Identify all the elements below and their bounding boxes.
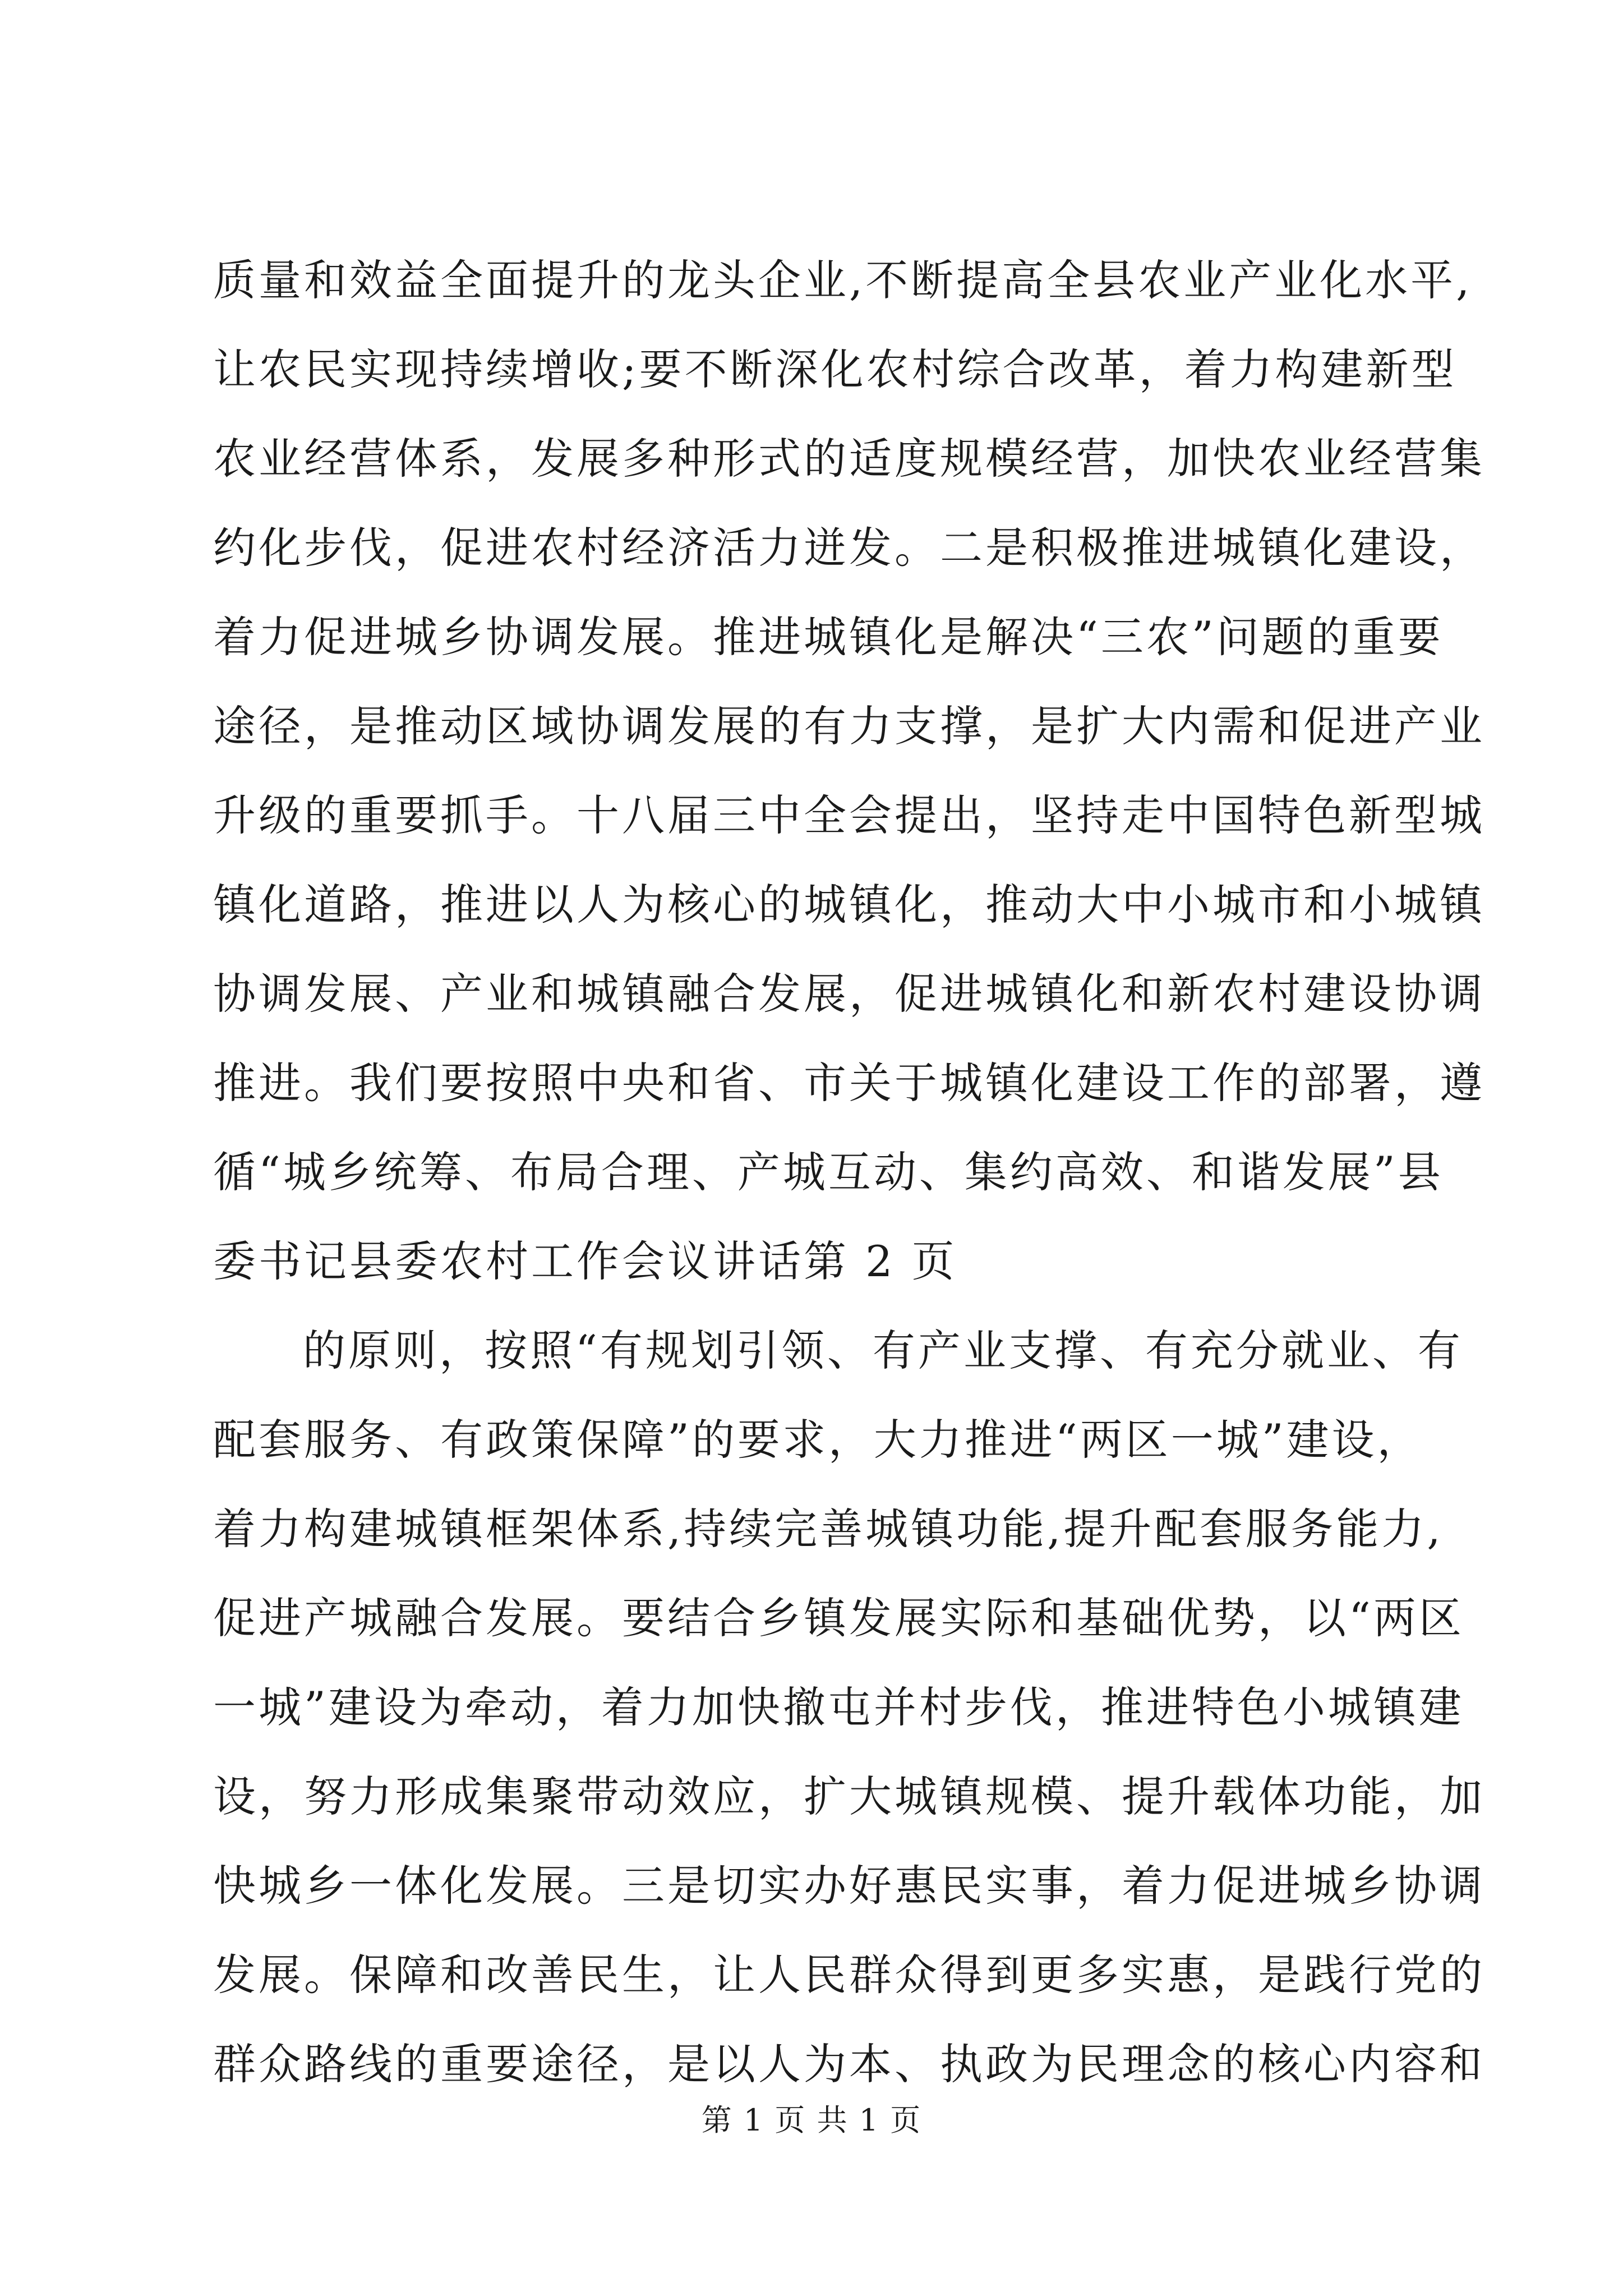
text-line: 农业经营体系，发展多种形式的适度规模经营，加快农业经营集 [213,434,1485,484]
text-line: 着力促进城乡协调发展。推进城镇化是解决“三农”问题的重要 [213,612,1444,662]
text-line: 委书记县委农村工作会议讲话第 2 页 [213,1236,957,1286]
text-line: 镇化道路，推进以人为核心的城镇化，推动大中小城市和小城镇 [213,880,1485,930]
document-body [213,236,1485,2109]
text-line: 推进。我们要按照中央和省、市关于城镇化建设工作的部署，遵 [213,1058,1485,1108]
text-line-paragraph-start: 的原则，按照“有规划引领、有产业支撑、有充分就业、有 [303,1326,1463,1375]
text-line: 促进产城融合发展。要结合乡镇发展实际和基础优势，以“两区 [213,1593,1464,1643]
text-line: 一城”建设为牵动，着力加快撤屯并村步伐，推进特色小城镇建 [213,1682,1464,1732]
text-line: 着力构建城镇框架体系,持续完善城镇功能,提升配套服务能力, [213,1504,1444,1554]
text-line: 发展。保障和改善民生，让人民群众得到更多实惠，是践行党的 [213,1950,1485,2000]
text-line: 循“城乡统筹、布局合理、产城互动、集约高效、和谐发展”县 [213,1147,1444,1197]
text-line: 质量和效益全面提升的龙头企业,不断提高全县农业产业化水平, [213,255,1473,305]
text-line: 设，努力形成集聚带动效应，扩大城镇规模、提升载体功能，加 [213,1772,1485,1821]
text-line: 快城乡一体化发展。三是切实办好惠民实事，着力促进城乡协调 [213,1861,1485,1911]
page-number: 第 1 页 共 1 页 [701,2102,922,2138]
text-line: 协调发展、产业和城镇融合发展，促进城镇化和新农村建设协调 [213,969,1485,1019]
text-line: 让农民实现持续增收;要不断深化农村综合改革，着力构建新型 [213,344,1457,394]
text-line: 升级的重要抓手。十八届三中全会提出，坚持走中国特色新型城 [213,790,1485,840]
page-footer [0,2101,1623,2140]
text-line: 约化步伐，促进农村经济活力迸发。二是积极推进城镇化建设， [213,523,1485,573]
text-line: 配套服务、有政策保障”的要求，大力推进“两区一城”建设， [213,1415,1423,1465]
text-line: 群众路线的重要途径，是以人为本、执政为民理念的核心内容和 [213,2039,1485,2089]
text-line: 途径，是推动区域协调发展的有力支撑，是扩大内需和促进产业 [213,701,1485,751]
